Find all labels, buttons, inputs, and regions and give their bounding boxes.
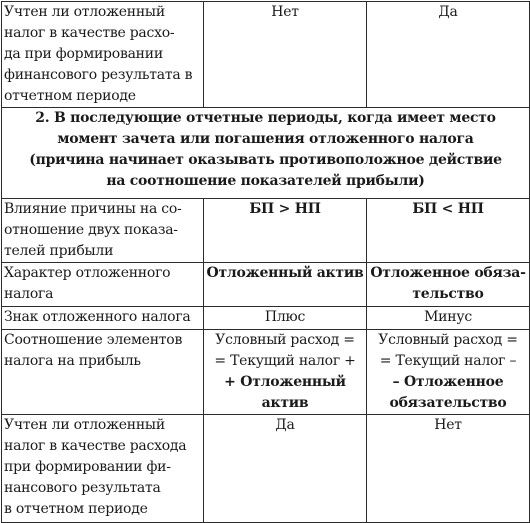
cell-value: Условный расход = = Текущий налог – – Отложенное обязательство [367, 330, 530, 415]
row-label: Учтен ли отложенный налог в качестве расхо- да при формировании финансового результата в отчетном периоде [2, 2, 204, 108]
cell-value: Нет [367, 415, 530, 523]
table-row [2, 199, 530, 263]
cell-value: Да [367, 2, 530, 108]
cell-value: Отложенное обяза- тельство [367, 263, 530, 307]
cell-value: Плюс [204, 307, 367, 330]
row-label: Учтен ли отложенный налог в качестве расхода при формировании фи- нансового результата в отчетном периоде [2, 415, 204, 523]
row-label: Влияние причины на со- отношение двух показа- телей прибыли [2, 199, 204, 263]
table-row [2, 2, 530, 108]
cell-value: Нет [204, 2, 367, 108]
table-row [2, 307, 530, 330]
cell-value: Да [204, 415, 367, 523]
cell-value: Условный расход = = Текущий налог + + Отложенный актив [204, 330, 367, 415]
cell-value: БП < НП [367, 199, 530, 263]
cell-value: Минус [367, 307, 530, 330]
section-heading: 2. В последующие отчетные периоды, когда имеет место момент зачета или погашения отложенного налога (причина начинает оказывать противоположное действие на соотношение показателей прибыли) [2, 108, 530, 199]
row-label: Характер отложенного налога [2, 263, 204, 307]
table-row [2, 415, 530, 523]
table-row [2, 263, 530, 307]
section-heading-row [2, 108, 530, 199]
row-label: Знак отложенного налога [2, 307, 204, 330]
comparison-table [1, 1, 530, 523]
table-row [2, 330, 530, 415]
cell-value: Отложенный актив [204, 263, 367, 307]
cell-value: БП > НП [204, 199, 367, 263]
row-label: Соотношение элементов налога на прибыль [2, 330, 204, 415]
